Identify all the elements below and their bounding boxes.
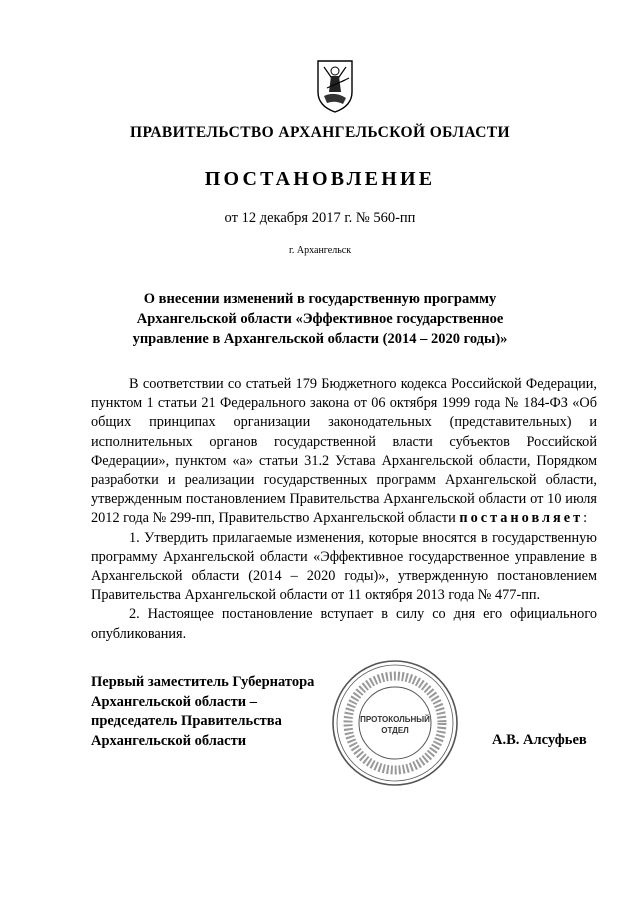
signer-position-line: председатель Правительства (91, 713, 282, 729)
stamp-line-1: ПРОТОКОЛЬНЫЙ (360, 715, 430, 724)
document-date-number: от 12 декабря 2017 г. № 560-пп (224, 210, 416, 226)
signer-position-line: Архангельской области (91, 732, 247, 749)
document-city: г. Архангельск (288, 245, 352, 256)
stamp-line-2: ОТДЕЛ (381, 726, 409, 735)
official-stamp (330, 658, 460, 788)
signer-name: А.В. Алсуфьев (492, 732, 587, 748)
item-2-paragraph: 2. Настоящее постановление вступает в силу со дня его официального опубликования. (91, 606, 597, 642)
signer-position (91, 673, 314, 751)
item-1-paragraph: 1. Утвердить прилагаемые изменения, которые вносятся в государственную программу Архангельской области «Эффективное государственное управление в Архангельской области (2014 – 2020 годы)», утвержденную постановлением Правительства Архангельской области от 11 октября 2013 года № 477-пп. (91, 529, 597, 604)
resolves-colon: : (583, 510, 588, 527)
preamble-paragraph (91, 375, 597, 529)
coat-of-arms-icon (315, 58, 355, 114)
document-body (91, 375, 597, 644)
document-title: О внесении изменений в государственную программу Архангельской области «Эффективное государственное управление в Архангельской области (2014 – 2020 годы)» (132, 291, 508, 347)
preamble-text: В соответствии со статьей 179 Бюджетного кодекса Российской Федерации, пунктом 1 статьи 21 Федерального закона от 06 октября 1999 года № 184-ФЗ «Об общих принципах организации законодательных (представительных) и исполнительных органов государственной власти субъектов Российской Федерации», пунктом «а» статьи 31.2 Устава Архангельской области, Порядком разработки и реализации государственных программ Архангельской области, утвержденным постановлением Правительства Архангельской области от 10 июля 2012 года № 299-пп, Правительство Архангельской области (91, 376, 597, 527)
signer-position-line: Архангельской области – (91, 693, 257, 710)
resolves-word: постановляет (459, 510, 584, 527)
government-name: ПРАВИТЕЛЬСТВО АРХАНГЕЛЬСКОЙ ОБЛАСТИ (129, 124, 510, 141)
signer-position-line: Первый заместитель Губернатора (91, 674, 315, 690)
document-type: ПОСТАНОВЛЕНИЕ (204, 168, 436, 190)
